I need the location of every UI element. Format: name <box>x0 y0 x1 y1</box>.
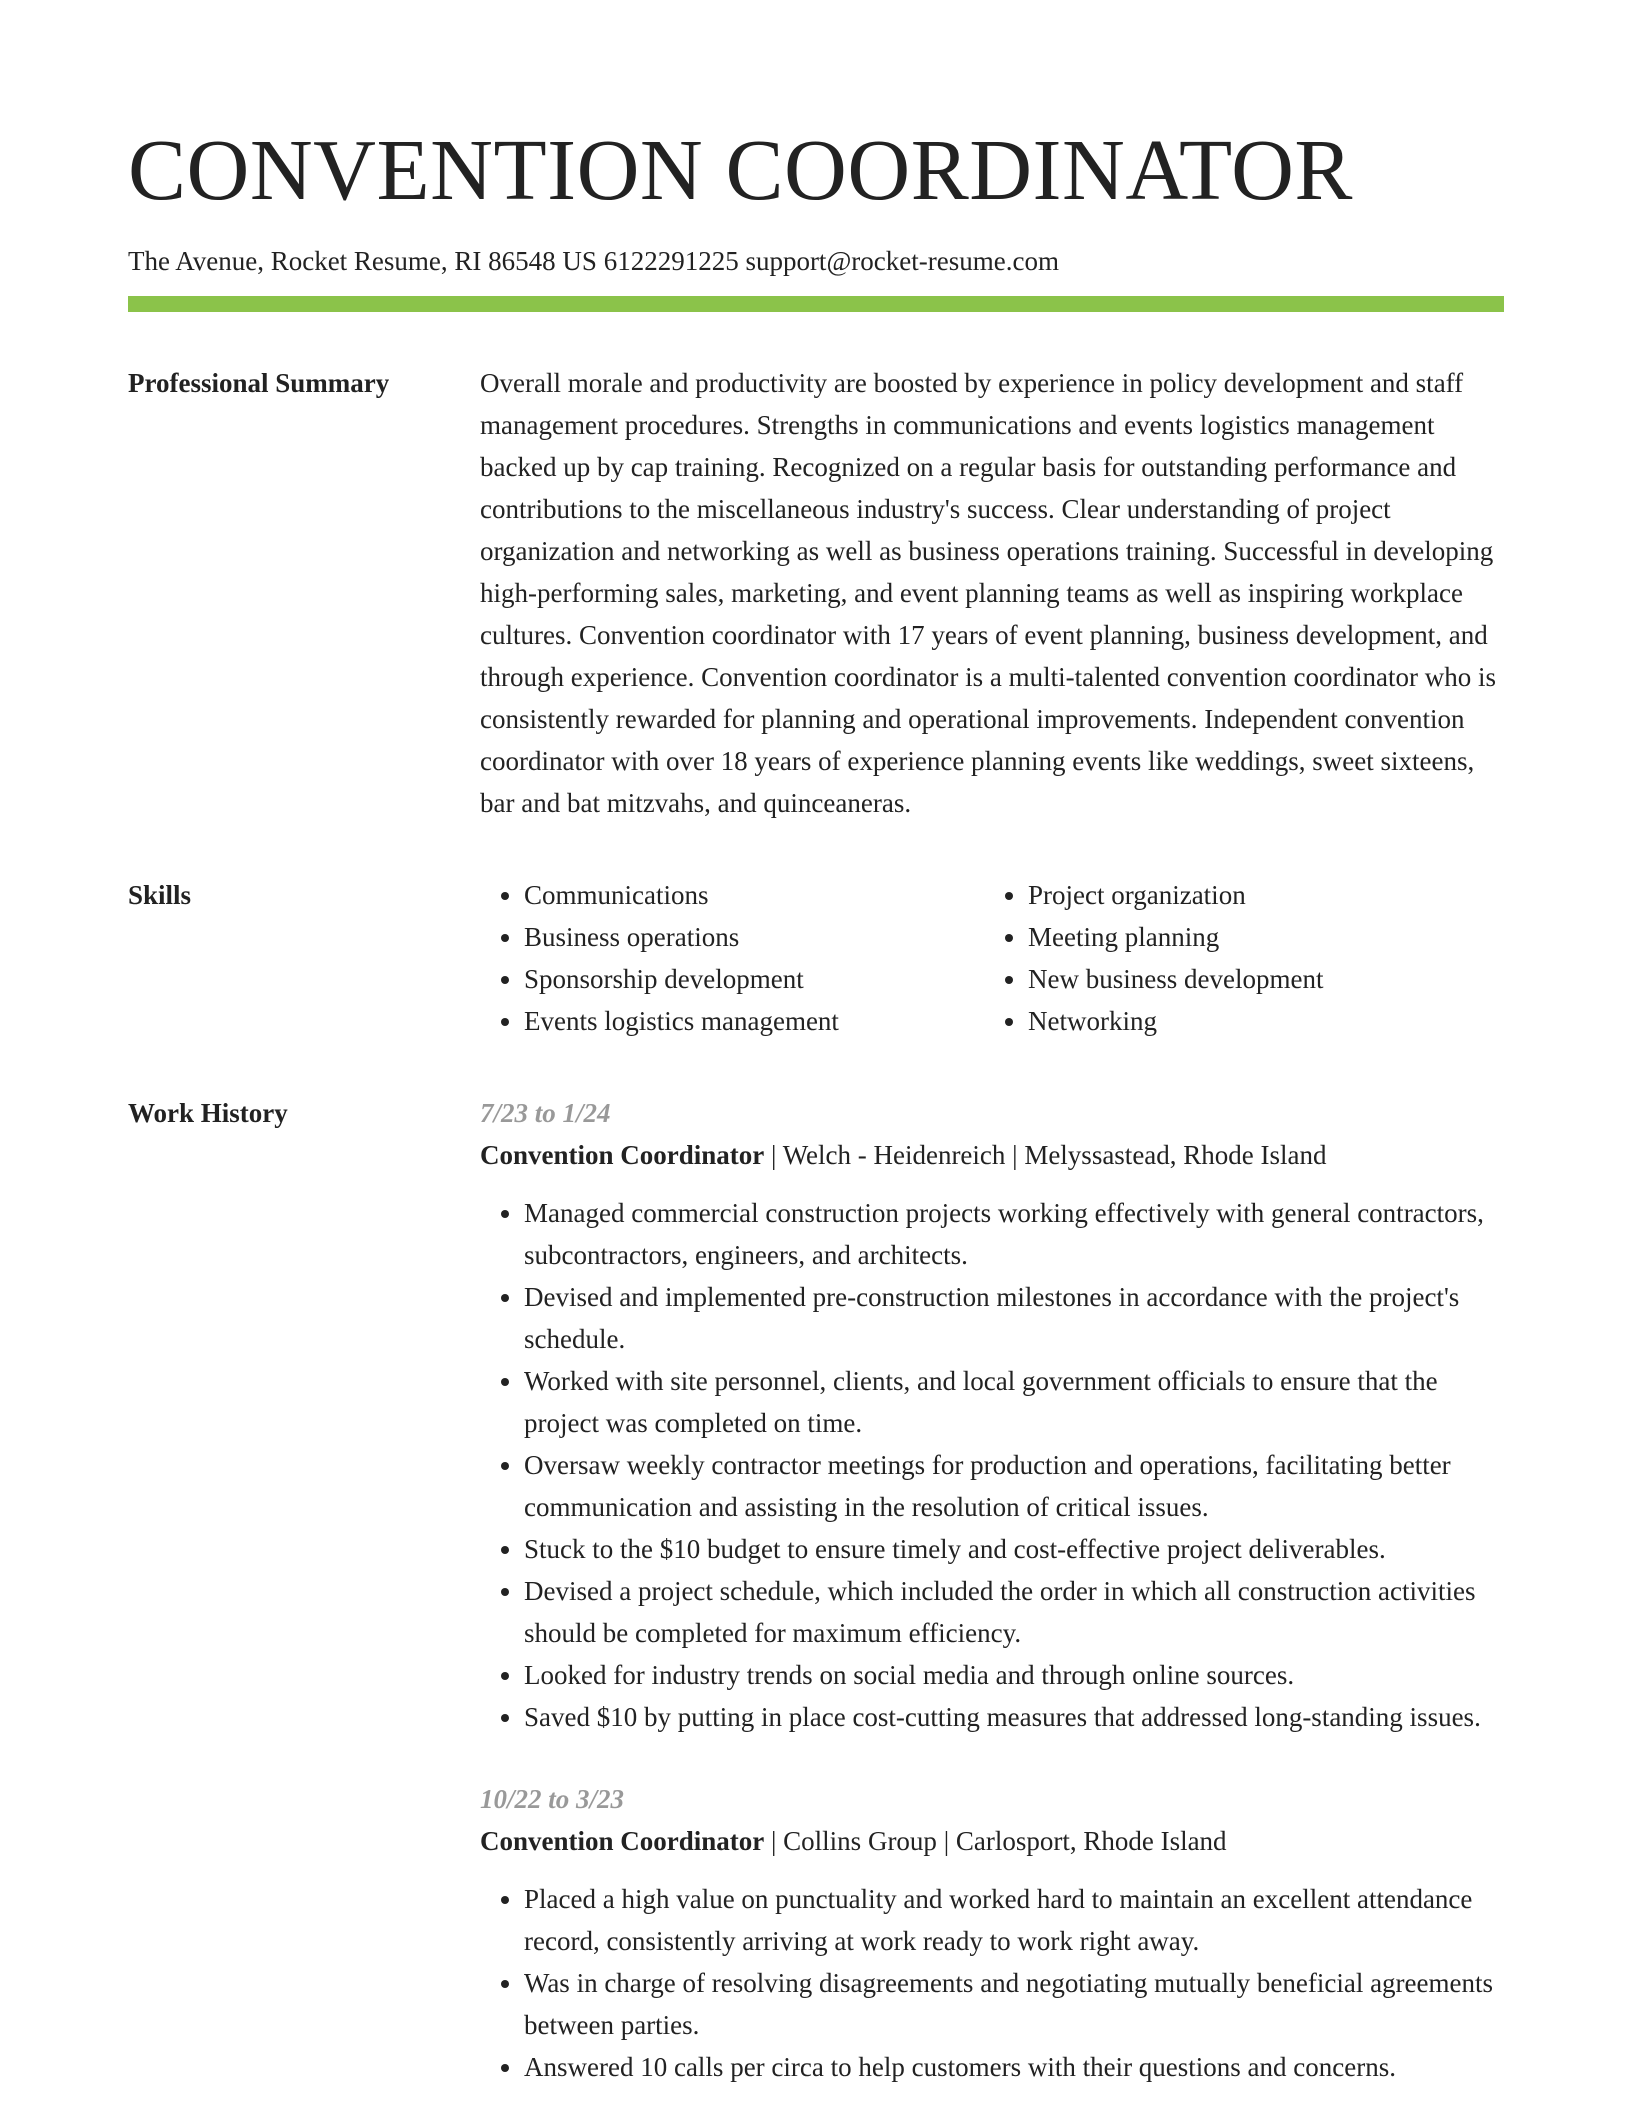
job-header <box>480 1820 1504 1862</box>
job-title: Convention Coordinator <box>480 1826 765 1856</box>
header-divider <box>128 296 1504 312</box>
skill-item: • Project organization <box>1028 874 1508 916</box>
contact-email: support@rocket-resume.com <box>745 246 1059 276</box>
skill-item: • Networking <box>1028 1000 1508 1042</box>
work-history-body <box>480 1092 1504 2088</box>
job-separator: | <box>764 1826 784 1856</box>
job-dates: 10/22 to 3/23 <box>480 1784 625 1814</box>
contact-line <box>128 244 1504 278</box>
summary-heading: Professional Summary <box>128 368 390 398</box>
job-bullet: • Stuck to the $10 budget to ensure timely and cost-effective project deliverables. <box>524 1528 1504 1570</box>
job-bullet: • Saved $10 by putting in place cost-cutting measures that addressed long-standing issues. <box>524 1696 1504 1738</box>
job-bullet: • Answered 10 calls per circa to help customers with their questions and concerns. <box>524 2046 1504 2088</box>
job-bullet: • Devised a project schedule, which included the order in which all construction activities should be completed for maximum efficiency. <box>524 1570 1504 1654</box>
job-location: Melyssastead, Rhode Island <box>1024 1140 1327 1170</box>
summary-text: Overall morale and productivity are boosted by experience in policy development and staff management procedures. Strengths in communications and events logistics management backed up by cap training. Recognized on a regular basis for outstanding performance and contributions to the miscellaneous industry's success. Clear understanding of project organization and networking as well as business operations training. Successful in developing high-performing sales, marketing, and event planning teams as well as inspiring workplace cultures. Convention coordinator with 17 years of event planning, business development, and through experience. Convention coordinator is a multi-talented convention coordinator who is consistently rewarded for planning and operational improvements. Independent convention coordinator with over 18 years of experience planning events like weddings, sweet sixteens, bar and bat mitzvahs, and quinceaneras. <box>480 368 1496 818</box>
summary-body <box>480 362 1504 824</box>
job-separator: | <box>936 1826 956 1856</box>
skills-list-left <box>480 874 984 1042</box>
skill-item: • Events logistics management <box>524 1000 984 1042</box>
job-bullet: • Managed commercial construction projects working effectively with general contractors, subcontractors, engineers, and architects. <box>524 1192 1504 1276</box>
resume-name: CONVENTION COORDINATOR <box>128 121 1353 218</box>
job-entry <box>480 1092 1504 1738</box>
skills-section <box>128 874 1504 1042</box>
resume-page <box>128 0 1504 2088</box>
job-company: Welch - Heidenreich <box>782 1140 1006 1170</box>
job-bullet: • Looked for industry trends on social media and through online sources. <box>524 1654 1504 1696</box>
skill-item: • New business development <box>1028 958 1508 1000</box>
job-bullet: • Oversaw weekly contractor meetings for production and operations, facilitating better communication and assisting in the resolution of critical issues. <box>524 1444 1504 1528</box>
job-header <box>480 1134 1504 1176</box>
work-history-heading: Work History <box>128 1098 288 1128</box>
job-bullet: • Worked with site personnel, clients, and local government officials to ensure that the project was completed on time. <box>524 1360 1504 1444</box>
skill-item: • Business operations <box>524 916 984 958</box>
job-bullet: • Devised and implemented pre-construction milestones in accordance with the project's schedule. <box>524 1276 1504 1360</box>
skill-item: • Communications <box>524 874 984 916</box>
job-bullets <box>480 1878 1504 2088</box>
job-location: Carlosport, Rhode Island <box>955 1826 1227 1856</box>
skills-list-right <box>984 874 1508 1042</box>
contact-phone: 6122291225 <box>603 246 739 276</box>
job-entry <box>480 1778 1504 2088</box>
job-company: Collins Group <box>783 1826 937 1856</box>
job-dates: 7/23 to 1/24 <box>480 1098 611 1128</box>
job-separator: | <box>764 1140 783 1170</box>
skill-item: • Meeting planning <box>1028 916 1508 958</box>
work-history-section <box>128 1092 1504 2088</box>
job-separator: | <box>1005 1140 1025 1170</box>
job-bullets <box>480 1192 1504 1738</box>
skills-body <box>480 874 1504 1042</box>
skills-heading: Skills <box>128 880 192 910</box>
job-bullet: • Placed a high value on punctuality and worked hard to maintain an excellent attendance record, consistently arriving at work ready to work right away. <box>524 1878 1504 1962</box>
skill-item: • Sponsorship development <box>524 958 984 1000</box>
summary-section <box>128 362 1504 824</box>
job-title: Convention Coordinator <box>480 1140 765 1170</box>
job-bullet: • Was in charge of resolving disagreements and negotiating mutually beneficial agreements between parties. <box>524 1962 1504 2046</box>
contact-address: The Avenue, Rocket Resume, RI 86548 US <box>128 246 597 276</box>
